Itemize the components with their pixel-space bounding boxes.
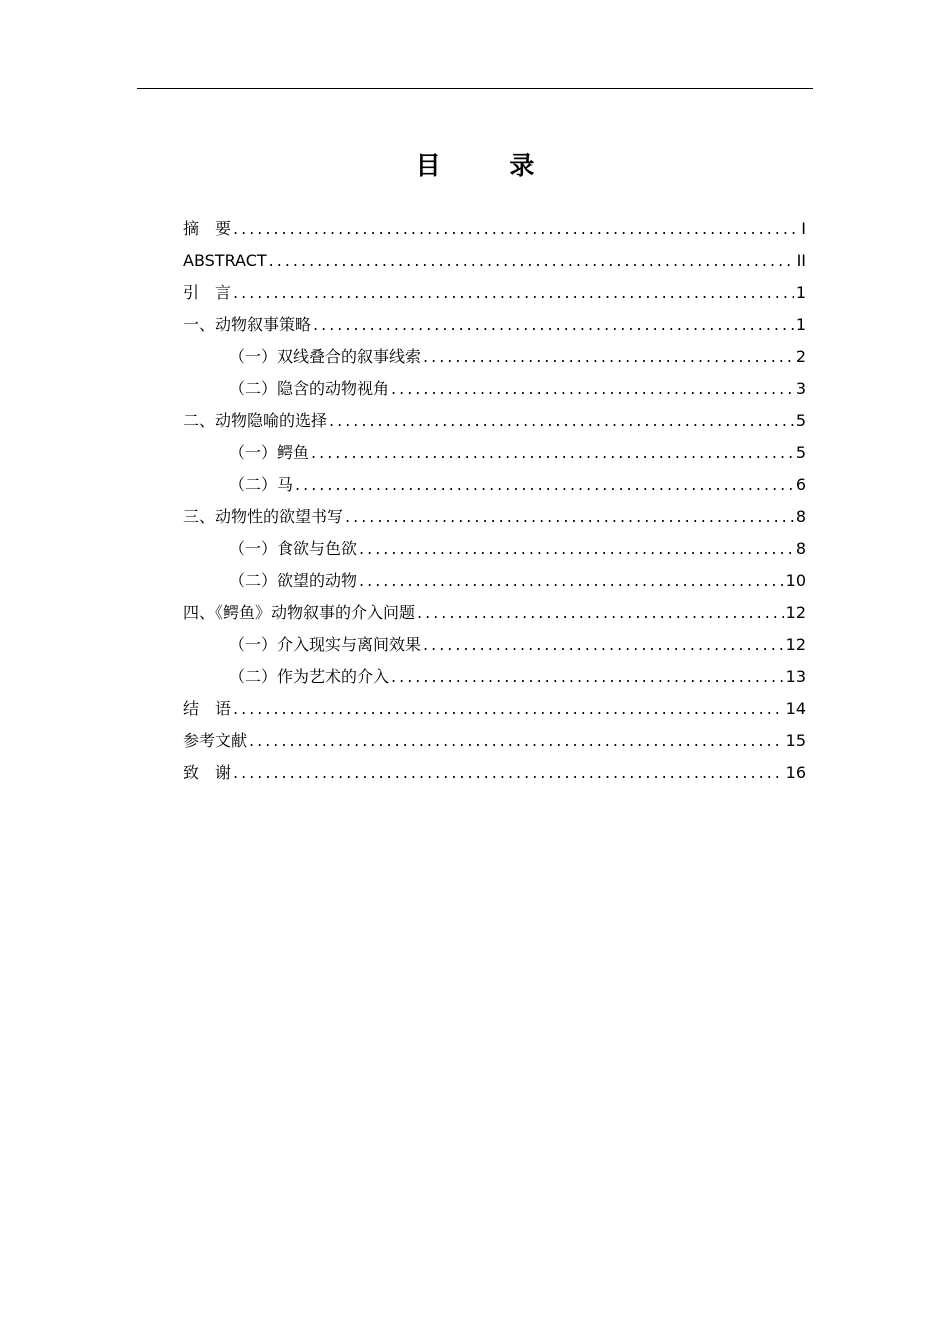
toc-entry-label: 引 言 <box>183 283 232 302</box>
toc-entry-page: 1 <box>795 283 806 302</box>
toc-entry-page: 6 <box>795 475 806 494</box>
toc-entry-section-3-1[interactable] <box>183 533 806 565</box>
dot-leader <box>391 373 794 405</box>
toc-entry-acknowledgements[interactable] <box>183 757 806 789</box>
toc-entry-label: 二、动物隐喻的选择 <box>183 411 328 430</box>
toc-entry-chapter-4[interactable] <box>183 597 806 629</box>
toc-entry-page: II <box>796 251 806 270</box>
toc-entry-label: 致 谢 <box>183 763 232 782</box>
toc-entry-page: 3 <box>795 379 806 398</box>
toc-entry-label: 四、《鳄鱼》动物叙事的介入问题 <box>183 603 416 622</box>
dot-leader <box>233 693 784 725</box>
toc-title: 目 录 <box>415 151 565 180</box>
toc-entry-section-1-2[interactable] <box>183 373 806 405</box>
dot-leader <box>313 309 794 341</box>
toc-entry-page: 8 <box>795 539 806 558</box>
toc-entry-section-2-1[interactable] <box>183 437 806 469</box>
toc-entry-section-2-2[interactable] <box>183 469 806 501</box>
toc-entry-page: I <box>801 219 806 238</box>
dot-leader <box>311 437 794 469</box>
toc-entry-abstract-en[interactable] <box>183 245 806 277</box>
dot-leader <box>359 565 784 597</box>
toc-entry-page: 12 <box>785 603 806 622</box>
toc-entry-label: 摘 要 <box>183 219 232 238</box>
toc-entry-section-4-1[interactable] <box>183 629 806 661</box>
toc-entry-label: 一、动物叙事策略 <box>183 315 312 334</box>
toc-entry-label: 结 语 <box>183 699 232 718</box>
toc-entry-label: （一）介入现实与离间效果 <box>229 635 422 654</box>
toc-entry-page: 14 <box>785 699 806 718</box>
toc-entry-page: 5 <box>795 411 806 430</box>
toc-entry-label: （二）马 <box>229 475 294 494</box>
dot-leader <box>391 661 784 693</box>
toc-entry-label: （一）鳄鱼 <box>229 443 310 462</box>
toc-entry-chapter-2[interactable] <box>183 405 806 437</box>
toc-entry-page: 10 <box>785 571 806 590</box>
toc-entry-label: ABSTRACT <box>183 251 267 270</box>
dot-leader <box>423 629 784 661</box>
toc-entry-section-1-1[interactable] <box>183 341 806 373</box>
toc-entry-section-4-2[interactable] <box>183 661 806 693</box>
toc-entry-page: 15 <box>785 731 806 750</box>
dot-leader <box>295 469 794 501</box>
toc-entry-label: （二）作为艺术的介入 <box>229 667 390 686</box>
dot-leader <box>345 501 794 533</box>
toc-entry-label: 三、动物性的欲望书写 <box>183 507 344 526</box>
toc-entry-label: 参考文献 <box>183 731 248 750</box>
toc-entry-abstract-cn[interactable] <box>183 213 806 245</box>
toc-entry-page: 1 <box>795 315 806 334</box>
dot-leader <box>233 213 799 245</box>
toc-entry-chapter-1[interactable] <box>183 309 806 341</box>
toc-entry-page: 8 <box>795 507 806 526</box>
toc-entry-references[interactable] <box>183 725 806 757</box>
dot-leader <box>233 277 794 309</box>
dot-leader <box>269 245 795 277</box>
dot-leader <box>417 597 784 629</box>
toc-entry-label: （二）隐含的动物视角 <box>229 379 390 398</box>
toc-entry-label: （一）双线叠合的叙事线索 <box>229 347 422 366</box>
toc-entry-page: 5 <box>795 443 806 462</box>
dot-leader <box>329 405 794 437</box>
toc-entry-section-3-2[interactable] <box>183 565 806 597</box>
table-of-contents <box>183 213 806 789</box>
toc-entry-label: （二）欲望的动物 <box>229 571 358 590</box>
toc-entry-page: 12 <box>785 635 806 654</box>
dot-leader <box>249 725 784 757</box>
toc-entry-page: 13 <box>785 667 806 686</box>
toc-entry-introduction[interactable] <box>183 277 806 309</box>
toc-entry-conclusion[interactable] <box>183 693 806 725</box>
dot-leader <box>423 341 794 373</box>
toc-entry-chapter-3[interactable] <box>183 501 806 533</box>
header-rule <box>137 88 813 89</box>
dot-leader <box>359 533 794 565</box>
dot-leader <box>233 757 784 789</box>
toc-entry-label: （一）食欲与色欲 <box>229 539 358 558</box>
toc-entry-page: 2 <box>795 347 806 366</box>
toc-entry-page: 16 <box>785 763 806 782</box>
